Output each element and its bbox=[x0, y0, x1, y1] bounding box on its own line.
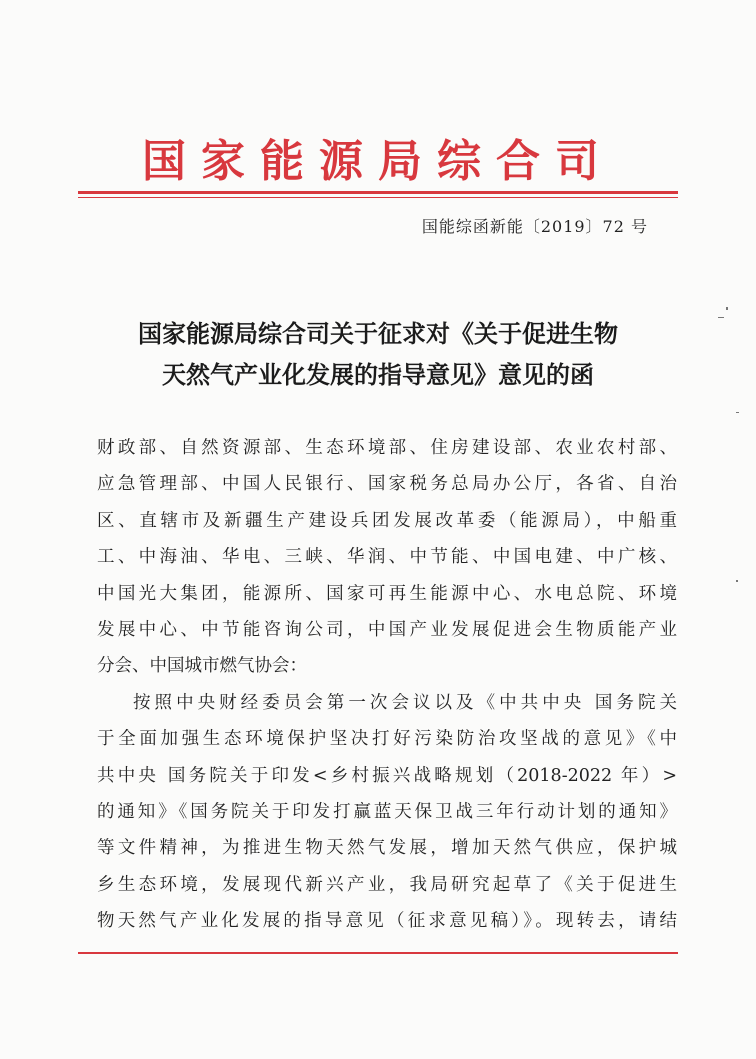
agency-header: 国家能源局综合司 bbox=[142, 136, 614, 187]
letter-body bbox=[97, 430, 677, 940]
paragraph-line: 共中央 国务院关于印发<乡村振兴战略规划（2018-2022 年）> bbox=[97, 765, 677, 786]
header-rule-thin bbox=[78, 197, 678, 198]
scan-speck bbox=[736, 412, 739, 413]
paragraph-line: 的通知》《国务院关于印发打赢蓝天保卫战三年行动计划的通知》 bbox=[97, 802, 677, 823]
paragraph-line: 于全面加强生态环境保护坚决打好污染防治攻坚战的意见》《中 bbox=[97, 729, 677, 750]
document-title bbox=[60, 314, 696, 396]
paragraph-line: 乡生态环境，发展现代新兴产业，我局研究起草了《关于促进生 bbox=[97, 874, 677, 895]
recipients-line: 财政部、自然资源部、生态环境部、住房建设部、农业农村部、 bbox=[97, 438, 677, 458]
paragraph-line: 按照中央财经委员会第一次会议以及《中共中央 国务院关 bbox=[133, 692, 677, 713]
recipients-line: 中国光大集团，能源所、国家可再生能源中心、水电总院、环境 bbox=[97, 583, 677, 604]
scan-speck bbox=[718, 317, 724, 318]
document-title-line-2: 天然气产业化发展的指导意见》意见的函 bbox=[162, 361, 594, 389]
recipients-line: 分会、中国城市燃气协会： bbox=[97, 656, 307, 677]
paragraph-line: 等文件精神，为推进生物天然气发展，增加天然气供应，保护城 bbox=[97, 838, 677, 859]
recipients-line: 工、中海油、华电、三峡、华润、中节能、中国电建、中广核、 bbox=[97, 547, 677, 568]
recipients-line: 应急管理部、中国人民银行、国家税务总局办公厅，各省、自治 bbox=[97, 474, 677, 495]
recipients-line: 区、直辖市及新疆生产建设兵团发展改革委（能源局），中船重 bbox=[97, 510, 677, 531]
header-rule-thick bbox=[78, 191, 678, 194]
document-number: 国能综函新能〔2019〕72 号 bbox=[421, 217, 648, 236]
scan-speck bbox=[736, 580, 738, 582]
scan-speck bbox=[726, 307, 728, 310]
recipients-line: 发展中心、中节能咨询公司，中国产业发展促进会生物质能产业 bbox=[97, 620, 677, 641]
document-title-line-1: 国家能源局综合司关于征求对《关于促进生物 bbox=[138, 320, 618, 348]
footer-rule bbox=[78, 952, 678, 954]
paragraph-line: 物天然气产业化发展的指导意见（征求意见稿）》。现转去，请结 bbox=[97, 911, 677, 932]
